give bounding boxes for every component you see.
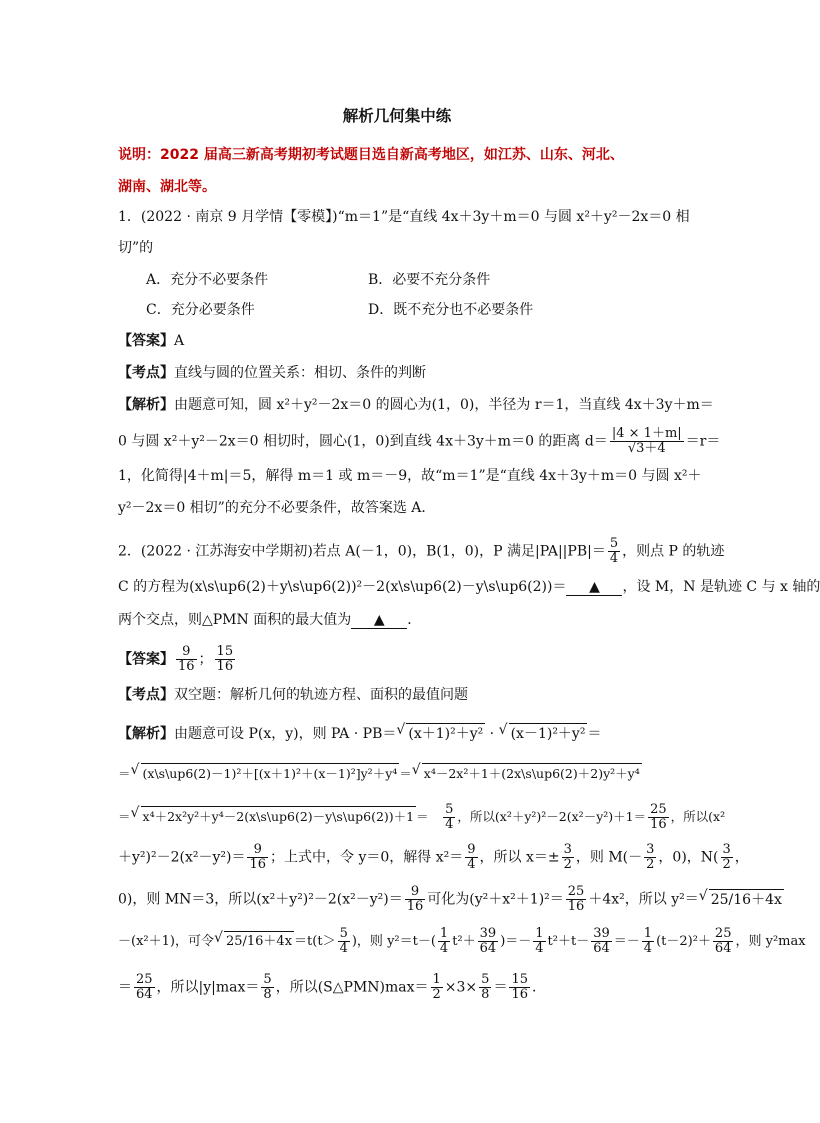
answer-blank-2[interactable]: ▲	[351, 612, 407, 629]
note-line-1: 说明：2022 届高三新高考期初考试题目选自新高考地区，如江苏、山东、河北、	[118, 147, 624, 163]
analysis-text: ，所以(x²＋y²)²－2(x²－y²)＋1＝	[457, 809, 647, 824]
analysis-text: ＝	[587, 726, 602, 742]
fraction	[644, 843, 656, 872]
fraction	[465, 843, 477, 872]
topic-tag: 【考点】	[118, 365, 174, 381]
analysis-text: ＝	[399, 766, 412, 781]
q1-answer	[118, 331, 184, 351]
fraction	[405, 885, 426, 914]
fraction	[566, 885, 587, 914]
fraction	[721, 843, 733, 872]
fraction-denominator: 16	[406, 899, 424, 914]
answer-fraction-1	[176, 645, 197, 674]
analysis-text: t²＋	[452, 934, 476, 949]
fraction-numerator: 9	[176, 645, 197, 660]
root-expression: √ x⁴＋2x²y²＋y⁴－2(x\s\up6(2)－y\s\up6(2))＋1	[141, 806, 417, 827]
fraction-numerator: 1	[643, 926, 653, 941]
fraction-denominator: 4	[535, 941, 544, 956]
analysis-text: ×3×	[444, 979, 478, 996]
ratio-fraction	[608, 537, 620, 566]
analysis-text: ＝	[118, 979, 132, 996]
analysis-text: ，所以(S△PMN)max＝	[275, 979, 429, 996]
fraction-numerator: 1	[432, 972, 441, 987]
q1-analysis-line-2	[118, 427, 720, 456]
analysis-text: ，所以(x²	[670, 809, 726, 824]
q1-option-a: A．充分不必要条件	[146, 272, 269, 288]
answer-fraction-2	[215, 645, 236, 674]
q1-stem-line-2: 切”的	[118, 240, 154, 256]
q1-option-b: B．必要不充分条件	[368, 272, 491, 288]
answer-value: A	[174, 333, 185, 349]
q2-topic	[118, 685, 468, 705]
q2-stem-line-3	[118, 610, 421, 630]
fraction-numerator: 5	[481, 972, 490, 987]
fraction-denominator: 64	[714, 941, 732, 956]
q1-analysis-line-1	[118, 395, 714, 415]
q1-topic	[118, 363, 426, 383]
analysis-tag: 【解析】	[118, 726, 174, 742]
fraction	[443, 803, 455, 832]
fraction-numerator: 39	[479, 926, 497, 941]
fraction-numerator: 9	[405, 885, 426, 900]
fraction-numerator: 1	[535, 926, 544, 941]
fraction-denominator: 64	[479, 941, 497, 956]
topic-tag: 【考点】	[118, 687, 174, 703]
fraction	[134, 973, 155, 1002]
topic-text: 双空题：解析几何的轨迹方程、面积的最值问题	[174, 687, 468, 703]
root-expression: √ 25/16＋4x	[709, 889, 784, 910]
fraction-denominator: 4	[439, 941, 449, 956]
fraction-numerator: 25	[650, 802, 667, 817]
analysis-text: ，所以|y|max＝	[156, 979, 260, 996]
analysis-text: ，0)，N(	[658, 849, 719, 866]
fraction-numerator: 1	[439, 926, 449, 941]
analysis-text: －(x²＋1)，可令	[118, 934, 214, 949]
analysis-tag: 【解析】	[118, 397, 174, 413]
fraction-denominator: 2	[432, 987, 441, 1002]
stem-text: ，设 M，N 是轨迹 C 与 x 轴的	[622, 579, 820, 595]
fraction-numerator: 25	[567, 884, 585, 899]
fraction-numerator: 9	[467, 842, 476, 857]
fraction-denominator: 2	[563, 857, 572, 872]
stem-text: ，则点 P 的轨迹	[622, 543, 725, 560]
fraction	[478, 927, 499, 956]
fraction-numerator: 5	[609, 536, 619, 551]
q2-analysis-line-1	[118, 723, 601, 744]
fraction	[431, 973, 443, 1002]
fraction	[261, 973, 273, 1002]
fraction-numerator: 39	[593, 926, 610, 941]
fraction	[247, 843, 268, 872]
analysis-text: ＋y²)²－2(x²－y²)＝	[118, 849, 246, 866]
q2-analysis-line-6	[118, 927, 806, 956]
analysis-text: ＝	[416, 809, 442, 824]
q2-answer	[118, 645, 237, 674]
fraction	[591, 927, 612, 956]
stem-text: 两个交点，则△PMN 面积的最大值为	[118, 612, 352, 628]
fraction-denominator: 2	[646, 857, 655, 872]
fraction-numerator: 25	[714, 926, 732, 941]
fraction-numerator: 5	[339, 926, 348, 941]
analysis-text: ＋4x²，所以 y²＝	[588, 891, 699, 908]
fraction	[479, 973, 491, 1002]
root-expression: √ (x\s\up6(2)－1)²＋[(x＋1)²＋(x－1)²]y²＋y⁴	[141, 763, 400, 784]
fraction-numerator: 15	[216, 644, 234, 659]
fraction-numerator: 15	[511, 972, 528, 987]
fraction-denominator: 16	[178, 659, 195, 674]
fraction-denominator: 64	[136, 987, 153, 1002]
analysis-text: 由题意可知，圆 x²＋y²－2x＝0 的圆心为(1，0)，半径为 r＝1，当直线 4x＋3y＋m＝	[174, 397, 714, 413]
fraction-denominator: 4	[467, 857, 476, 872]
analysis-text: )，则 y²＝t－(	[351, 934, 436, 949]
fraction-denominator: 4	[643, 941, 653, 956]
fraction	[338, 927, 350, 956]
answer-blank-1[interactable]: ▲	[566, 579, 622, 596]
analysis-text: ，则 M(－	[575, 849, 643, 866]
q2-analysis-line-7	[118, 973, 546, 1002]
fraction-denominator: 16	[216, 659, 234, 674]
answer-separator: ；	[198, 651, 213, 668]
analysis-text: ，则 y²max	[735, 934, 806, 949]
root-expression: √ (x－1)²＋y²	[509, 723, 588, 744]
fraction-numerator: 25	[136, 972, 153, 987]
q2-stem-line-1	[118, 537, 724, 566]
q1-analysis-line-4: y²－2x＝0 相切”的充分不必要条件，故答案选 A．	[118, 500, 436, 516]
analysis-text: ，所以 x＝±	[479, 849, 560, 866]
fraction-numerator: 9	[247, 843, 268, 858]
fraction	[438, 927, 450, 956]
answer-tag: 【答案】	[118, 651, 174, 668]
analysis-text: t²＋t－	[547, 934, 590, 949]
analysis-text: ·	[485, 726, 499, 742]
analysis-text: ；上式中，令 y＝0，解得 x²＝	[270, 849, 464, 866]
fraction	[713, 927, 734, 956]
q1-stem-line-1: 1．(2022 · 南京 9 月学情【零模】)“m＝1”是“直线 4x＋3y＋m＝0 与圆 x²＋y²－2x＝0 相	[118, 209, 690, 225]
analysis-text: ＝	[118, 766, 131, 781]
analysis-text: ＝t(t＞	[294, 934, 336, 949]
root-expression: √ x⁴－2x²＋1＋(2x\s\up6(2)＋2)y²＋y⁴	[422, 763, 642, 784]
fraction-denominator: 8	[481, 987, 490, 1002]
analysis-text: 由题意可设 P(x，y)，则 PA · PB＝	[174, 726, 397, 742]
fraction-numerator: |4 × 1＋m|	[611, 426, 682, 441]
fraction-denominator: 16	[567, 899, 585, 914]
analysis-text: ＝r＝	[685, 433, 721, 450]
analysis-text: 0)，则 MN＝3，所以(x²＋y²)²－2(x²－y²)＝	[118, 891, 403, 908]
analysis-text: (t－2)²＋	[656, 934, 711, 949]
fraction	[509, 973, 530, 1002]
fraction-denominator: √3＋4	[627, 441, 666, 456]
answer-tag: 【答案】	[118, 333, 174, 349]
q2-analysis-line-5	[118, 885, 784, 914]
q1-option-c: C．充分必要条件	[146, 302, 255, 318]
analysis-text: )＝－	[500, 934, 532, 949]
analysis-text: ，	[734, 849, 749, 866]
fraction-numerator: 3	[646, 842, 655, 857]
q1-option-d: D．既不充分也不必要条件	[368, 302, 534, 318]
root-expression: √ 25/16＋4x	[224, 931, 294, 952]
fraction-numerator: 3	[722, 842, 731, 857]
topic-text: 直线与圆的位置关系：相切、条件的判断	[174, 365, 426, 381]
fraction-denominator: 4	[339, 941, 348, 956]
distance-fraction	[610, 427, 684, 456]
note-line-2: 湖南、湖北等。	[118, 179, 216, 195]
q2-analysis-line-4	[118, 843, 749, 872]
fraction-numerator: 3	[563, 842, 572, 857]
fraction-numerator: 5	[263, 972, 272, 987]
fraction	[642, 927, 654, 956]
fraction	[648, 803, 669, 832]
q2-analysis-line-2	[118, 763, 642, 784]
q2-analysis-line-3	[118, 803, 725, 832]
q1-analysis-line-3: 1，化简得|4＋m|＝5，解得 m＝1 或 m＝－9，故“m＝1”是“直线 4x＋3y＋m＝0 与圆 x²＋	[118, 468, 702, 484]
fraction	[533, 927, 545, 956]
fraction-denominator: 2	[722, 857, 731, 872]
stem-text: C 的方程为(x\s\up6(2)＋y\s\up6(2))²－2(x\s\up6(2)－y\s\up6(2))＝	[118, 579, 567, 595]
analysis-text: ＝	[118, 809, 131, 824]
root-expression: √ (x＋1)²＋y²	[406, 723, 485, 744]
fraction-denominator: 64	[593, 941, 610, 956]
fraction	[562, 843, 574, 872]
analysis-text: ＝	[493, 979, 508, 996]
stem-text: 2．(2022 · 江苏海安中学期初)若点 A(－1，0)，B(1，0)，P 满足|PA||PB|＝	[118, 543, 606, 560]
analysis-text: ．	[532, 979, 546, 996]
fraction-denominator: 16	[650, 817, 667, 832]
fraction-denominator: 8	[263, 987, 272, 1002]
fraction-numerator: 5	[445, 802, 454, 817]
page-title: 解析几何集中练	[342, 107, 452, 125]
fraction-denominator: 16	[511, 987, 528, 1002]
fraction-denominator: 16	[249, 857, 267, 872]
analysis-text: 0 与圆 x²＋y²－2x＝0 相切时，圆心(1，0)到直线 4x＋3y＋m＝0 的距离 d＝	[118, 433, 608, 450]
fraction-denominator: 4	[609, 551, 619, 566]
stem-text: ．	[407, 612, 422, 628]
fraction-denominator: 4	[445, 817, 454, 832]
analysis-text: 可化为(y²＋x²＋1)²＝	[427, 891, 564, 908]
q2-stem-line-2	[118, 577, 820, 597]
analysis-text: ＝－	[613, 934, 640, 949]
